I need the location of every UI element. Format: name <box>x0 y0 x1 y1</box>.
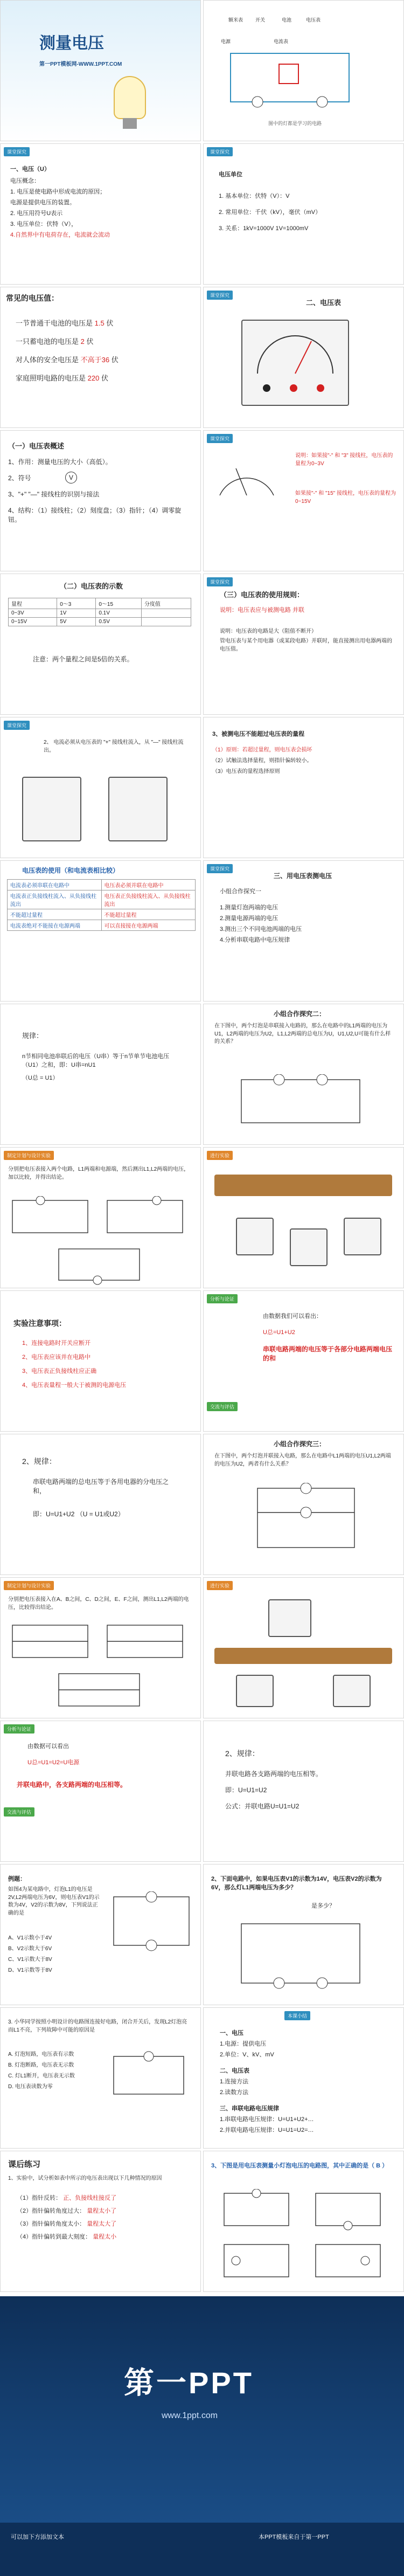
brand-footer <box>0 2296 404 2576</box>
label-source: 电源 <box>221 39 231 44</box>
text-line: 串联电路两端的电压等于各部分电路两端电压的和 <box>263 1345 393 1363</box>
circuit-diagram <box>103 1196 189 1239</box>
text-line: 由数据我们可以看出： <box>263 1313 322 1320</box>
section-tag: 分析与论证 <box>207 1294 238 1303</box>
circuit-diagram <box>236 1074 365 1134</box>
option-diagram-a <box>220 2189 295 2232</box>
exercise-line: （2）指针偏转角度过大： 量程太小了 <box>17 2208 117 2214</box>
label-ammeter: 额米表 <box>228 17 243 23</box>
text-line: 1.测量灯泡两端的电压 <box>220 904 278 911</box>
option-text: A. 灯泡短路，电压表有示数 <box>8 2052 74 2057</box>
text-line: 小组合作探究一 <box>220 888 261 895</box>
slide-21[interactable] <box>0 1434 201 1575</box>
table-cell: 5V <box>57 618 96 626</box>
table-header: 量程 <box>9 598 57 609</box>
voltage-item: 一节普通干电池的电压是 1.5 伏 <box>16 319 114 327</box>
slide-17[interactable] <box>0 1147 201 1288</box>
table-cell: 电流表正负接线柱流入、从负接线柱流出 <box>8 890 102 909</box>
option-diagram-d <box>311 2240 387 2283</box>
table-cell: 0~3V <box>9 609 57 618</box>
slide-18[interactable] <box>203 1147 404 1288</box>
text-line: （一）电压表概述 <box>8 442 65 450</box>
table-cell: 0.1V <box>96 609 142 618</box>
section-tag: 课堂探究 <box>4 721 30 730</box>
slide-26[interactable] <box>203 1721 404 1862</box>
option-text: D. 电压表读数为零 <box>8 2084 53 2090</box>
slide-12[interactable] <box>203 717 404 858</box>
text-line: 3. 电压单位：伏特（V）， <box>10 221 78 227</box>
summary-line: 2.并联电路电压规律：U=U1=U2=… <box>220 2127 314 2133</box>
text-line: 4.自然界中有电荷存在，电流就会流动 <box>10 232 110 238</box>
text-line: 由数据可以看出 <box>27 1743 69 1750</box>
text-line: 3、"+" "—" 接线柱的识别与接法 <box>8 491 100 498</box>
footer-brand: 第一PPT <box>124 2366 254 2400</box>
slide-15[interactable] <box>0 1004 201 1145</box>
table-cell: 不能超过量程 <box>8 909 102 920</box>
text-line: n节相同电池串联后的电压（U串）等于n节单节电池电压（U1）之和，即：U串=nU1 <box>22 1053 170 1068</box>
slide-27[interactable] <box>0 1864 201 2005</box>
voltmeter-image <box>108 777 168 841</box>
text-line: 2、符号 <box>8 474 31 482</box>
table-cell <box>141 609 191 618</box>
text-line: 管电压表与某个用电器（或某段电路）并联时，能直接测出用电器两端的电压值。 <box>220 638 392 652</box>
text-line: 电压概念： <box>10 178 40 184</box>
voltmeter-image <box>236 1218 274 1255</box>
title-decoration <box>1 1 201 141</box>
summary-line: 1.串联电路电压规律：U=U1+U2+… <box>220 2116 314 2123</box>
slide-title: 电压表的使用（和电流表相比较） <box>22 867 120 874</box>
section-tag: 进行实验 <box>207 1581 233 1590</box>
text-line: 如果接"-" 和 "15" 接线柱，电压表的量程为0~15V <box>295 491 396 505</box>
slide-title: （二）电压表的示数 <box>60 582 123 590</box>
answer-text: 是多少？ <box>311 1903 335 1909</box>
voltmeter-dial <box>252 325 338 379</box>
text-line: 即：U=U1+U2 （U = U1或U2） <box>33 1510 124 1518</box>
circuit-diagram <box>54 1669 146 1712</box>
table-header: 0～3 <box>57 598 96 609</box>
meter-scale <box>214 452 279 501</box>
section-tag: 课堂探究 <box>207 864 233 873</box>
text-line: 电压单位 <box>219 171 242 178</box>
slide-29[interactable] <box>0 2007 201 2149</box>
slide-4[interactable] <box>203 143 404 285</box>
option-text: C. 灯L1断开，电压表无示数 <box>8 2073 75 2079</box>
option-text: B. 灯泡断路，电压表无示数 <box>8 2062 74 2068</box>
formula-text: U总=U1=U2=U电源 <box>27 1759 80 1766</box>
text-line: 3. 关系：1kV=1000V 1V=1000mV <box>219 225 309 232</box>
section-tag: 进行实验 <box>207 1151 233 1160</box>
voltmeter-image <box>333 1675 371 1707</box>
section-tag: 分析与论证 <box>4 1724 34 1734</box>
slide-title: 课后练习 <box>8 2160 41 2169</box>
option-text: C、V1示数大于8V <box>8 1957 52 1963</box>
table-cell: 0.5V <box>96 618 142 626</box>
text-line: 一、电压（U） <box>10 166 50 172</box>
text-line: 即：U=U1=U2 <box>225 1786 267 1794</box>
voltmeter-symbol-icon: V <box>65 472 77 484</box>
table-cell: 电压表必须并联在电路中 <box>101 880 196 890</box>
circuit-diagram <box>236 1918 365 1994</box>
footer-site[interactable]: www.1ppt.com <box>162 2411 218 2420</box>
text-line: 1. 电压是使电路中形成电流的原因； <box>10 189 106 195</box>
text-line: 分别把电压表接入两个电路，L1两端和电源端，然后测出L1,L2两端的电压，加以比较，并得出结论。 <box>8 1166 190 1180</box>
footer-left-text: 可以加下方添加文本 <box>11 2534 64 2540</box>
text-line: 2.测量电源两端的电压 <box>220 915 278 922</box>
slide-title: 规律： <box>22 1032 44 1040</box>
section-tag: 课堂探究 <box>207 291 233 300</box>
question-text: 3. 小华同学按照小明设计的电路图连接好电路，闭合开关后，发现L2灯泡亮而L1不亮，下列故障中可能的原因是 <box>8 2019 187 2033</box>
circuit-caption: 图中的灯都是学习的电路 <box>268 121 322 126</box>
exercise-line: （1）指针反转： 正、负接线柱接反了 <box>17 2195 117 2201</box>
terminal-icon <box>317 384 324 392</box>
circuit-diagram <box>54 1245 146 1285</box>
wood-board <box>214 1175 392 1196</box>
text-line: 串联电路两端的总电压等于各用电器的分电压之和， <box>33 1478 169 1495</box>
slide-6[interactable] <box>203 287 404 428</box>
question-text: 3、下图是用电压表测量小灯泡电压的电路图，其中正确的是（ B ） <box>211 2163 388 2169</box>
text-line: 在下图中，两个灯泡并联接入电路，那么在电路中L1两端的电压U1,L2两端的电压为U2，两者有什么关系？ <box>214 1453 391 1467</box>
voltmeter-image <box>236 1675 274 1707</box>
summary-line: 1.电源：提供电压 <box>220 2041 267 2047</box>
circuit-diagram <box>103 1621 189 1664</box>
text-line: 分别把电压表接入在A、B之间，C、D之间，E、F之间，测出L1,L2两端的电压，比较得出结论。 <box>8 1597 189 1611</box>
text-line: 在下图中，两个灯泡是串联接入电路的，那么在电路中的L1两端的电压为U1，L2两端的电压为U2，L1,L2两端的总电压为U，U1,U2,U可能有什么样的关系？ <box>214 1023 391 1045</box>
section-tag: 本课小结 <box>284 2011 310 2020</box>
terminal-icon <box>290 384 297 392</box>
slide-title: 测量电压 <box>39 34 104 52</box>
slide-7[interactable] <box>0 430 201 571</box>
formula-text: U总=U1+U2 <box>263 1329 295 1336</box>
circuit-diagram <box>8 1196 94 1239</box>
slide-title: （三）电压表的使用规则： <box>220 591 304 599</box>
table-cell: 电流表绝对不能接在电源两端 <box>8 920 102 931</box>
slide-8[interactable] <box>203 430 404 571</box>
option-text: D、V1示数等于8V <box>8 1967 52 1973</box>
exercise-line: （3）指针偏转角度太小： 量程太大了 <box>17 2221 117 2227</box>
slide-24[interactable] <box>203 1577 404 1718</box>
circuit-diagram <box>108 2051 189 2105</box>
slide-1[interactable] <box>0 0 201 141</box>
text-line: 2、 电流必须从电压表的 "+" 接线柱流入，从 "—" 接线柱流出。 <box>44 740 184 754</box>
voltmeter-image <box>22 777 81 841</box>
section-tag: 课堂探究 <box>207 147 233 156</box>
slide-title: 实验注意事项： <box>13 1319 66 1328</box>
footer-right-text: 本PPT模板来自于第一PPT <box>259 2534 329 2540</box>
label-ammeter-2: 电流表 <box>274 39 289 44</box>
text-line: 公式：并联电路U=U1=U2 <box>225 1802 299 1810</box>
slide-3[interactable] <box>0 143 201 285</box>
option-text: B、V2示数大于6V <box>8 1946 52 1952</box>
text-line: 说明：电压表应与被测电路 并联 <box>220 607 305 613</box>
text-line: （U总 = U1） <box>22 1075 59 1081</box>
summary-line: 2.单位：V、kV、mV <box>220 2052 274 2058</box>
slide-title: 2、规律： <box>225 1749 260 1758</box>
text-line: 2. 电压用符号U表示 <box>10 210 63 217</box>
slide-20[interactable] <box>203 1290 404 1432</box>
question-text: 1、实验中，试分析如表中所示的电压表出现以下几种情况的原因 <box>8 2176 162 2181</box>
summary-line: 2.读数方法 <box>220 2089 249 2096</box>
summary-line: 1.连接方法 <box>220 2078 249 2085</box>
label-battery: 电池 <box>282 17 292 23</box>
circuit-diagram <box>225 48 354 113</box>
text-line: 4、结构：（1）接线柱；（2）刻度盘；（3）指针；（4）调零旋钮。 <box>8 507 182 524</box>
slide-14[interactable] <box>203 860 404 1002</box>
text-line: 3、被测电压不能超过电压表的量程 <box>212 731 305 737</box>
table-header: 分度值 <box>141 598 191 609</box>
voltmeter-image <box>344 1218 381 1255</box>
slide-32[interactable] <box>203 2151 404 2292</box>
slide-28[interactable] <box>203 1864 404 2005</box>
text-line: 并联电路中，各支路两端的电压相等。 <box>17 1781 127 1788</box>
notice-item: 3、电压表正负接线柱应正确 <box>22 1368 97 1375</box>
label-voltmeter: 电压表 <box>306 17 321 23</box>
summary-line: 一、电压 <box>220 2030 243 2036</box>
slide-9[interactable] <box>0 574 201 715</box>
slide-title: 小组合作探究二： <box>274 1010 326 1018</box>
voltage-item: 对人体的安全电压是 不高于36 伏 <box>16 356 119 364</box>
text-line: 3.测出三个不同电池两端的电压 <box>220 926 302 933</box>
voltmeter-image <box>290 1228 328 1266</box>
reading-table <box>8 598 191 626</box>
slide-5[interactable] <box>0 287 201 428</box>
compare-table <box>7 879 196 931</box>
table-cell: 不能超过量程 <box>101 909 196 920</box>
brand-text: 第一PPT模板网-WWW.1PPT.COM <box>39 61 122 67</box>
slide-23[interactable] <box>0 1577 201 1718</box>
slide-19[interactable] <box>0 1290 201 1432</box>
text-line: 1、作用：测量电压的大小（高低）。 <box>8 458 112 466</box>
terminal-icon <box>263 384 270 392</box>
text-line: 例题： <box>8 1876 26 1882</box>
slide-title: 2、规律： <box>22 1457 57 1466</box>
table-cell: 0~15V <box>9 618 57 626</box>
slide-2[interactable] <box>203 0 404 141</box>
notice-item: 1、连接电路时开关应断开 <box>22 1340 91 1346</box>
exercise-line: （4）指针偏转到最大刻度： 量程太小 <box>17 2234 117 2240</box>
text-line: 并联电路各支路两端的电压相等。 <box>225 1770 323 1778</box>
slide-13[interactable] <box>0 860 201 1002</box>
slide-title: 二、电压表 <box>306 299 342 307</box>
slide-title: 小组合作探究三： <box>274 1440 326 1448</box>
text-line: 4.分析串联电路中电压规律 <box>220 937 290 943</box>
text-line: 说明：电压表的电路是大（阻值不断开） <box>220 629 317 634</box>
text-line: （1）原则：若超过量程，则电压表会损坏 <box>212 747 312 753</box>
slide-30[interactable] <box>203 2007 404 2149</box>
slide-title: 三、用电压表测电压 <box>274 872 332 880</box>
slide-title: 常见的电压值： <box>6 294 59 302</box>
wood-board <box>214 1648 392 1664</box>
slide-16[interactable] <box>203 1004 404 1145</box>
table-cell <box>141 618 191 626</box>
notice-item: 2、电压表应该并在电路中 <box>22 1354 91 1360</box>
text-line: 如图4为某电路中，灯泡L1的电压是2V,L2两端电压为6V，则电压表V1的示数为4V，V2的示数为8V，下列说法正确的是 <box>8 1887 100 1916</box>
slide-10[interactable] <box>203 574 404 715</box>
circuit-diagram <box>108 1891 194 1956</box>
question-text: 2、下面电路中，如果电压表V1的示数为14V，电压表V2的示数为6V，那么灯L1两端电压为多少？ <box>211 1876 382 1891</box>
slide-22[interactable] <box>203 1434 404 1575</box>
slide-25[interactable] <box>0 1721 201 1862</box>
section-tag: 制定计划与设计实验 <box>4 1581 54 1590</box>
summary-line: 三、串联电路电压规律 <box>220 2105 279 2112</box>
section-tag: 交流与评估 <box>207 1402 238 1411</box>
table-cell: 电压表正负接线柱流入、从负接线柱流出 <box>101 890 196 909</box>
voltage-item: 家庭照明电路的电压是 220 伏 <box>16 374 108 382</box>
text-line: （2）试触法选择量程，则指针偏转较小。 <box>212 758 312 764</box>
slide-31[interactable] <box>0 2151 201 2292</box>
text-line: （3）电压表的量程选择原则 <box>212 769 280 775</box>
table-cell: 可以直接接在电源两端 <box>101 920 196 931</box>
slide-11[interactable] <box>0 717 201 858</box>
section-tag: 课堂探究 <box>207 577 233 586</box>
section-tag: 课堂探究 <box>4 147 30 156</box>
voltage-item: 一只蓄电池的电压是 2 伏 <box>16 337 94 346</box>
option-text: A、V1示数小于4V <box>8 1935 52 1941</box>
section-tag: 交流与评估 <box>4 1807 34 1817</box>
table-header: 0～15 <box>96 598 142 609</box>
text-line: 1. 基本单位：伏特（V）：V <box>219 193 290 199</box>
note-text: 注意：两个量程之间是5倍的关系。 <box>33 655 134 663</box>
text-line: 电源是提供电压的装置。 <box>10 199 75 206</box>
voltmeter-image <box>268 1599 311 1637</box>
option-diagram-c <box>220 2240 295 2283</box>
section-tag: 制定计划与设计实验 <box>4 1151 54 1160</box>
label-switch: 开关 <box>255 17 266 23</box>
notice-item: 4、电压表量程一般大于被测的电源电压 <box>22 1382 127 1389</box>
text-line: 说明：如果接"-" 和 "3" 接线柱，电压表的量程为0~3V <box>295 453 393 467</box>
summary-line: 二、电压表 <box>220 2068 249 2074</box>
bulb-icon <box>114 76 146 119</box>
section-tag: 课堂探究 <box>207 434 233 443</box>
option-diagram-b <box>311 2189 387 2232</box>
text-line: 2. 常用单位：千伏（kV），毫伏（mV） <box>219 209 322 216</box>
circuit-diagram <box>8 1621 94 1664</box>
bulb-base-icon <box>123 118 137 129</box>
circuit-diagram <box>252 1483 360 1558</box>
table-cell: 电流表必须串联在电路中 <box>8 880 102 890</box>
table-cell: 1V <box>57 609 96 618</box>
